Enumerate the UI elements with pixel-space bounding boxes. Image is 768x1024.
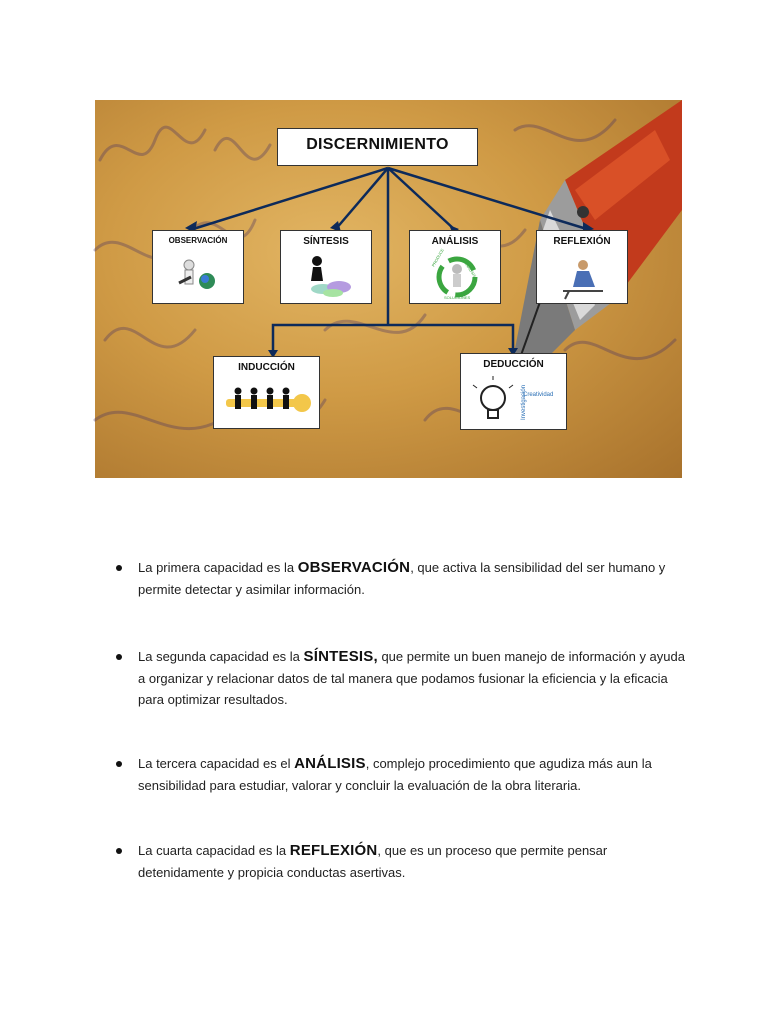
- node-deduccion: [460, 353, 567, 430]
- root-label: DISCERNIMIENTO: [306, 136, 449, 153]
- item-term: SÍNTESIS,: [303, 648, 378, 665]
- node-label: ANÁLISIS: [431, 236, 479, 247]
- discernimiento-diagram: [95, 100, 682, 478]
- analisis-image-word: SOLUCIONES: [444, 295, 471, 300]
- item-text: , que activa la sensibilidad del ser humano y permite detectar y asimilar información.: [138, 560, 666, 597]
- node-label: REFLEXIÓN: [553, 236, 611, 247]
- analisis-image-word: PRODUCE: [430, 247, 445, 268]
- node-sintesis: [280, 230, 372, 304]
- creatividad-text: Creatividad: [523, 392, 554, 398]
- item-text: , complejo procedimiento que agudiza más aun la sensibilidad para estudiar, valorar y concluir la evaluación de la obra literaria.: [138, 756, 652, 793]
- item-term: ANÁLISIS: [294, 755, 366, 772]
- item-text: que permite un buen manejo de información y ayuda a organizar y relacionar datos de tal manera que podamos fusionar la eficiencia y la eficacia para optimizar resultados.: [138, 649, 685, 707]
- investigacion-text: Investigación: [521, 384, 527, 420]
- node-label: SÍNTESIS: [303, 236, 349, 247]
- item-text: , que es un proceso que permite pensar detenidamente y propicia conductas asertivas.: [138, 843, 608, 880]
- list-item: [138, 646, 688, 711]
- item-text: La tercera capacidad es el: [138, 756, 295, 771]
- node-label: OBSERVACIÓN: [168, 236, 228, 245]
- bullet-icon: [116, 848, 122, 854]
- node-label: DEDUCCIÓN: [483, 359, 544, 370]
- list-item: [138, 840, 688, 883]
- analisis-image-word: ANÁLISIS: [463, 260, 478, 279]
- bullet-icon: [116, 654, 122, 660]
- lightbulb-icon: [471, 376, 561, 426]
- item-text: La cuarta capacidad es la: [138, 843, 290, 858]
- root-node: [277, 128, 478, 166]
- person-puzzle-icon: [303, 253, 355, 299]
- thinking-figure-icon: [557, 253, 609, 299]
- node-observacion: [152, 230, 244, 304]
- item-term: REFLEXIÓN: [289, 842, 378, 859]
- item-text: La segunda capacidad es la: [138, 649, 304, 664]
- bullet-icon: [116, 565, 122, 571]
- node-reflexion: [536, 230, 628, 304]
- node-label: INDUCCIÓN: [238, 362, 295, 373]
- list-item: [138, 557, 688, 600]
- people-key-icon: [222, 385, 314, 421]
- node-induccion: [213, 356, 320, 429]
- list-item: [138, 753, 688, 796]
- magnifier-globe-icon: [177, 255, 221, 295]
- item-text: La primera capacidad es la: [138, 560, 298, 575]
- recycle-figure-icon: [430, 247, 482, 301]
- item-term: OBSERVACIÓN: [297, 559, 411, 576]
- bullet-icon: [116, 761, 122, 767]
- node-analisis: [409, 230, 501, 304]
